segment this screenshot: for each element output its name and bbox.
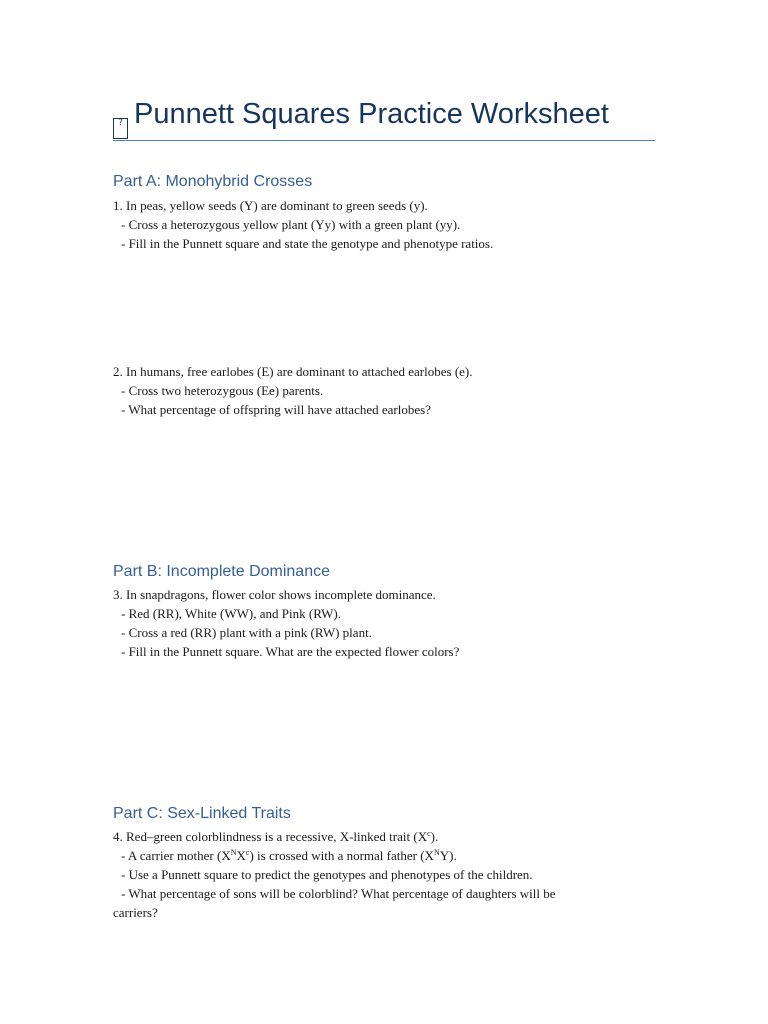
missing-glyph-icon: ?	[113, 118, 128, 139]
q2-line-3: - What percentage of offspring will have attached earlobes?	[121, 402, 431, 417]
q4-line-1-end: ).	[430, 829, 439, 844]
q1-line-3: - Fill in the Punnett square and state the genotype and phenotype ratios.	[121, 236, 494, 251]
q4-line-4: - What percentage of sons will be colorblind? What percentage of daughters will be	[121, 886, 556, 901]
q3-line-1: 3. In snapdragons, flower color shows incomplete dominance.	[113, 587, 436, 602]
q4-line-2	[121, 846, 457, 865]
part-a-heading: Part A: Monohybrid Crosses	[113, 173, 313, 190]
q2-line-2: - Cross two heterozygous (Ee) parents.	[121, 383, 324, 398]
q1-line-1: 1. In peas, yellow seeds (Y) are dominant to green seeds (y).	[113, 198, 428, 213]
q4-line-2-x: X	[236, 848, 246, 863]
part-b-heading: Part B: Incomplete Dominance	[113, 563, 330, 580]
q4-line-3: - Use a Punnett square to predict the genotypes and phenotypes of the children.	[121, 867, 533, 882]
superscript: N	[433, 848, 440, 857]
q4-line-5: carriers?	[113, 905, 158, 920]
q3-line-3: - Cross a red (RR) plant with a pink (RW) plant.	[121, 625, 372, 640]
q3-line-4: - Fill in the Punnett square. What are the expected flower colors?	[121, 644, 460, 659]
q4-line-2-text: - A carrier mother (X	[121, 848, 231, 863]
superscript: c	[427, 829, 431, 838]
page-title	[113, 96, 655, 141]
q2-line-1: 2. In humans, free earlobes (E) are dominant to attached earlobes (e).	[113, 364, 473, 379]
q4-line-1-text: 4. Red–green colorblindness is a recessive, X-linked trait (X	[113, 829, 428, 844]
part-c-heading: Part C: Sex-Linked Traits	[113, 805, 291, 822]
q4-line-1	[113, 827, 438, 846]
q3-line-2: - Red (RR), White (WW), and Pink (RW).	[121, 606, 341, 621]
superscript: N	[230, 848, 237, 857]
q4-line-2-mid: ) is crossed with a normal father (X	[249, 848, 434, 863]
superscript: c	[245, 848, 250, 857]
q1-line-2: - Cross a heterozygous yellow plant (Yy) with a green plant (yy).	[121, 217, 461, 232]
q4-line-2-end: Y).	[439, 848, 457, 863]
page-title-text: Punnett Squares Practice Worksheet	[134, 98, 609, 130]
